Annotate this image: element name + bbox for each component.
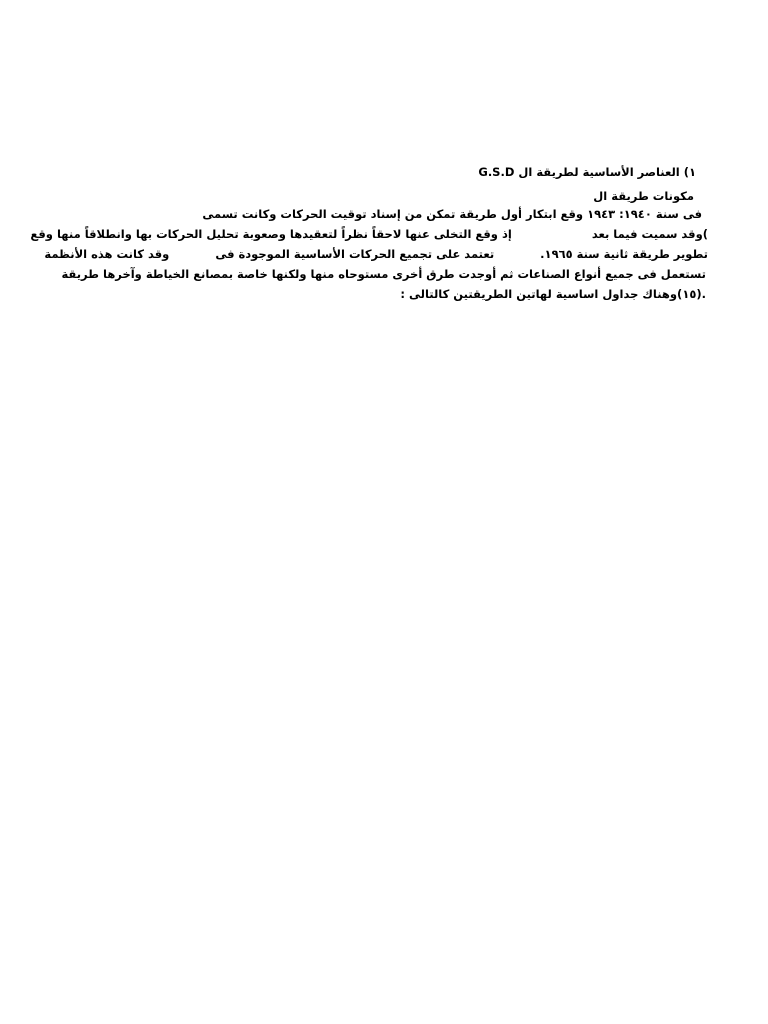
paragraph-line-2-part-2: إذ وقع التخلى عنها لاحقاً نظراً لتعقيدها وصعوبة تحليل الحركات بها وانطلاقاً منها وقع [30,227,512,241]
section-subheading: مكونات طريقة ال [593,189,694,203]
paragraph-line-3-part-3: وقد كانت هذه الأنظمة [44,247,170,261]
paragraph-line-2 [30,226,708,242]
paragraph-line-3 [44,246,708,262]
section-heading: ١) العناصر الأساسية لطريقة ال G.S.D [478,165,696,179]
paragraph-line-2-part-1: )وقد سميت فيما بعد [591,227,708,241]
paragraph-line-5: .(١٥)وهناك جداول اساسية لهاتين الطريقتين كالتالى : [400,287,706,301]
paragraph-line-1: فى سنة ١٩٤٠: ١٩٤٣ وقع ابتكار أول طريقة تمكن من إسناد توقيت الحركات وكانت تسمى [202,207,702,221]
paragraph-line-3-part-2: تعتمد على تجميع الحركات الأساسية الموجودة فى [215,247,495,261]
paragraph-line-3-part-1: تطوير طريقة ثانية سنة ١٩٦٥. [540,247,708,261]
paragraph-line-4: تستعمل فى جميع أنواع الصناعات ثم أوجدت طرق أخرى مستوحاه منها ولكنها خاصة بمصانع الخياطة وآخرها طريقة [61,267,706,281]
